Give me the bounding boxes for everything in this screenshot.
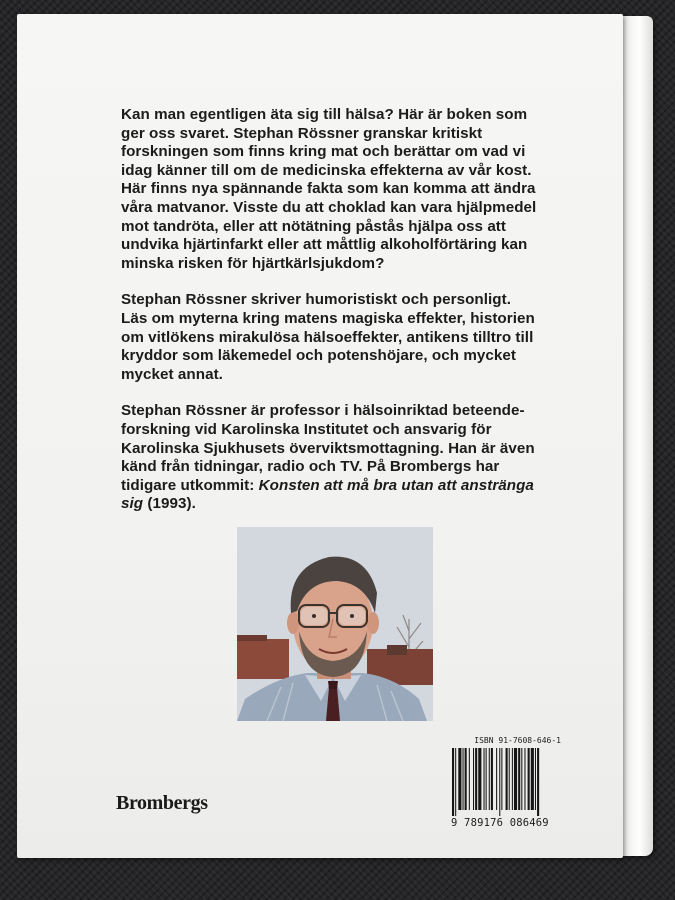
barcode-bar [535,748,536,810]
blurb-line: forskning vid Karolinska Institutet och ansvarig för [121,420,492,438]
blurb-line-text: tidigare utkommit: [121,476,259,494]
barcode-bar [506,748,508,810]
barcode-bar [518,748,520,810]
back-cover-blurb [121,106,591,532]
blurb-line: kryddor som läkemedel och potenshöjare, och mycket [121,347,516,365]
barcode-number: 9 789176 086469 [451,817,549,829]
blurb-line: om vitlökens mirakulösa hälsoeffekter, antikens tilltro till [121,328,534,346]
author-portrait-illustration [237,527,433,721]
publisher-logo: Brombergs [116,792,208,814]
barcode-bar [475,748,477,810]
barcode-bar [469,748,470,810]
barcode-bar [501,748,502,810]
barcode-bar [509,748,510,810]
blurb-line: Stephan Rössner skriver humoristiskt och personligt. [121,291,511,309]
barcode-bar [463,748,464,810]
barcode-bar [521,748,522,810]
blurb-line: känd från tidningar, radio och TV. På Brombergs har [121,458,500,476]
barcode-bar [491,748,493,810]
book-title-previous-end: sig [121,495,144,513]
barcode-bar [484,748,485,810]
blurb-line: forskningen som finns kring mat och berättar om vad vi [121,143,526,161]
barcode-bar [465,748,467,810]
barcode [451,748,559,816]
isbn-label: ISBN 91-7608-646-1 [474,736,561,745]
blurb-line-text: (1993). [143,495,196,513]
back-cover [17,14,623,858]
barcode-bar [452,748,454,816]
book [17,14,653,860]
barcode-bar [537,748,539,816]
barcode-block [451,736,561,829]
barcode-bar [486,748,487,810]
barcode-bar [455,748,456,816]
blurb-line: mycket annat. [121,365,223,383]
blurb-line: ger oss svaret. Stephan Rössner granskar kritiskt [121,124,483,142]
blurb-line: undvika hjärtinfarkt eller att måttlig alkoholförtäring kan [121,236,528,254]
blurb-line: Här finns nya spännande fakta som kan komma att ändra [121,180,536,198]
blurb-line [121,477,591,496]
blurb-paragraph-3 [121,402,591,514]
blurb-line: minska risken för hjärtkärlsjukdom? [121,254,385,272]
blurb-line: idag känner till om de medicinska effekterna av vår kost. [121,161,532,179]
book-title-previous: Konsten att må bra utan att anstränga [258,476,534,494]
blurb-line: Kan man egentligen äta sig till hälsa? Här är boken som [121,106,528,123]
book-spine-edge [619,16,653,856]
barcode-bar [478,748,481,810]
barcode-bar [489,748,490,810]
barcode-bar [499,748,500,816]
blurb-line: mot tandröta, eller att nötätning påstås hjälpa oss att [121,217,507,235]
blurb-line: Karolinska Sjukhusets överviktsmottagning. Han är även [121,439,535,457]
blurb-paragraph-2 [121,291,591,384]
barcode-bar [514,748,517,810]
barcode-bar [473,748,474,810]
blurb-line [121,495,591,514]
barcode-bar [512,748,513,810]
barcode-bar [528,748,530,810]
barcode-bar [531,748,534,810]
blurb-paragraph-1 [121,106,591,273]
author-photo [237,527,433,721]
blurb-line: Stephan Rössner är professor i hälsoinriktad beteende- [121,402,525,420]
barcode-bar [458,748,461,810]
barcode-bar [524,748,525,810]
blurb-line: våra matvanor. Visste du att choklad kan vara hjälpmedel [121,198,537,216]
barcode-bar [496,748,497,810]
blurb-line: Läs om myterna kring matens magiska effekter, historien [121,309,535,327]
